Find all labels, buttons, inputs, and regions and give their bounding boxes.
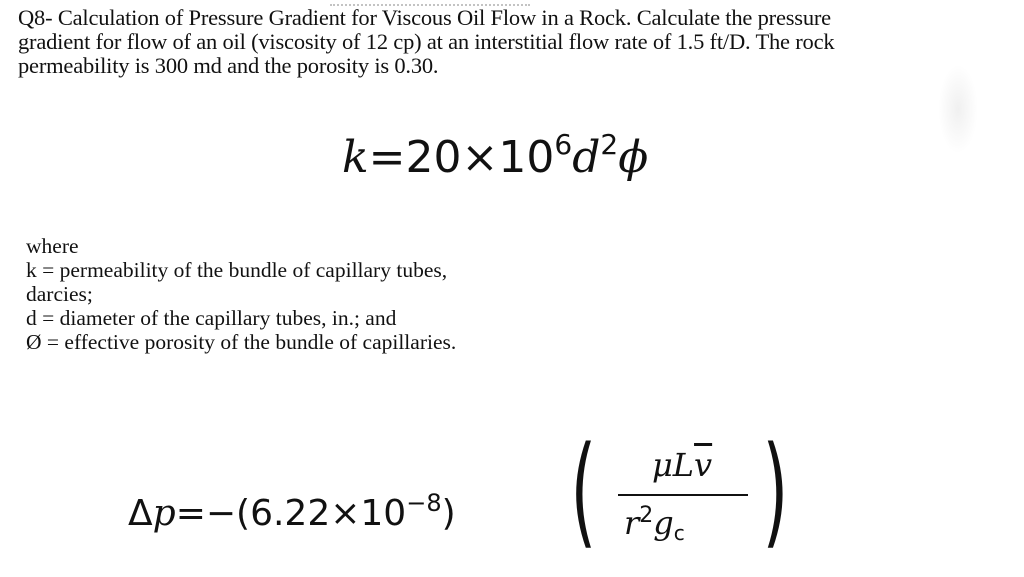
eq2-numerator [652,446,712,484]
eq2-mu: μ [652,446,673,484]
eq1-times: × [461,132,499,183]
eq1-phi: ϕ [618,132,649,183]
eq2-fraction-bar [618,494,748,496]
definition-d: d = diameter of the capillary tubes, in.; and [26,306,397,330]
eq1-base: 10 [498,132,555,183]
eq2-paren-close: ) [762,422,789,561]
eq1-d: d [572,132,601,183]
eq2-g: g [653,504,674,542]
eq2-coef-open: (6.22 [236,493,331,534]
definition-phi: Ø = effective porosity of the bundle of capillaries. [26,330,457,354]
question-line-3: permeability is 300 md and the porosity is 0.30. [18,53,439,78]
eq2-v-bar: $\overline{v}$ [694,446,713,484]
eq2-paren-open: ( [570,422,597,561]
eq2-r: r [624,504,640,542]
eq2-equals: = [175,493,206,534]
eq2-p: p [152,493,176,534]
eq1-k: k [342,132,369,183]
eq2-r-exponent: 2 [639,503,654,528]
eq1-coefficient: 20 [405,132,462,183]
definition-k: k = permeability of the bundle of capillary tubes, [26,258,448,282]
eq2-coef-close: ) [441,493,456,534]
definitions-block [26,234,586,354]
eq2-denominator [624,503,685,545]
eq2-L: L [672,446,695,484]
question-text [18,6,998,78]
definition-k-units: darcies; [26,282,93,306]
question-line-1: Q8- Calculation of Pressure Gradient for Viscous Oil Flow in a Rock. Calculate the pressure [18,5,831,30]
eq2-g-subscript: c [673,521,685,545]
permeability-equation [342,130,648,186]
eq2-left-side [128,489,456,536]
eq1-exponent: 6 [554,128,573,161]
eq2-times: × [330,493,361,534]
question-line-2: gradient for flow of an oil (viscosity of 12 cp) at an interstitial flow rate of 1.5 ft/D. The rock [18,29,835,54]
eq1-equals: = [368,132,406,183]
eq2-exponent: −8 [406,489,442,517]
eq2-minus: − [205,493,237,534]
pressure-drop-equation [128,422,808,570]
definitions-heading: where [26,234,79,258]
eq1-d-exponent: 2 [600,128,619,161]
eq2-base: 10 [360,493,407,534]
eq2-delta: Δ [128,493,153,534]
